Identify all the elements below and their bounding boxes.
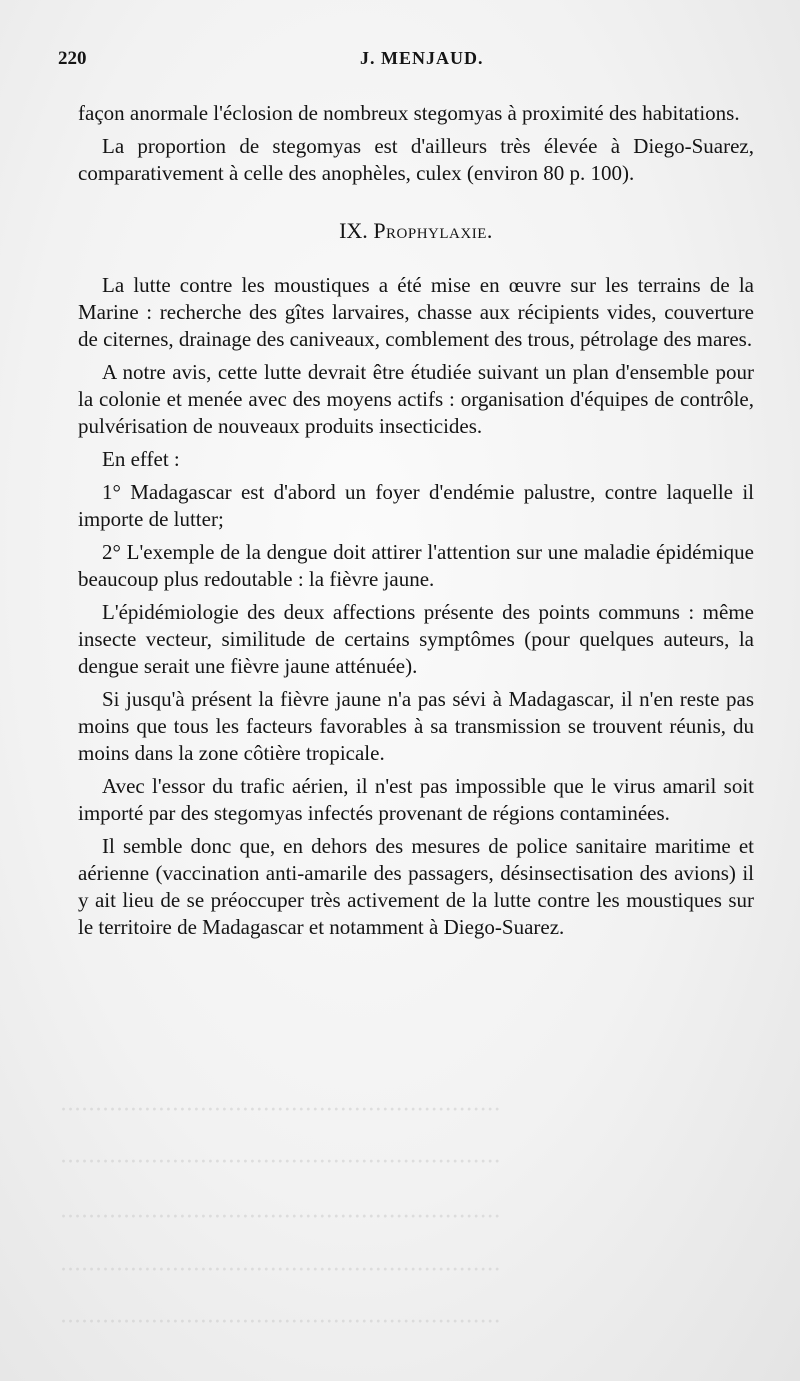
page-number: 220 bbox=[58, 48, 87, 69]
section-heading bbox=[78, 217, 754, 244]
body-text bbox=[78, 100, 754, 947]
paragraph: La proportion de stegomyas est d'ailleurs très élevée à Diego-Suarez, comparativement à celle des anophèles, culex (environ 80 p. 100). bbox=[78, 134, 754, 185]
bleed-through-decoration: ······························································· bbox=[60, 1150, 501, 1175]
paragraph: En effet : bbox=[102, 447, 180, 471]
paragraph: façon anormale l'éclosion de nombreux stegomyas à proximité des habitations. bbox=[78, 101, 740, 125]
bleed-through-decoration: ······························································· bbox=[60, 1098, 501, 1123]
section-title: Prophylaxie. bbox=[373, 218, 493, 243]
paragraph: L'épidémiologie des deux affections présente des points communs : même insecte vecteur, similitude de certains symptômes (pour quelques auteurs, la dengue serait une fièvre jaune atténuée). bbox=[78, 600, 754, 678]
paragraph: Si jusqu'à présent la fièvre jaune n'a pas sévi à Madagascar, il n'en reste pas moins que tous les facteurs favorables à sa transmission se trouvent réunis, du moins dans la zone côtière tropicale. bbox=[78, 687, 754, 765]
paragraph: A notre avis, cette lutte devrait être étudiée suivant un plan d'ensemble pour la colonie et menée avec des moyens actifs : organisation d'équipes de contrôle, pulvérisation de nouveaux produits insecticides. bbox=[78, 360, 754, 438]
paragraph: Il semble donc que, en dehors des mesures de police sanitaire maritime et aérienne (vaccination anti-amarile des passagers, désinsectisation des avions) il y ait lieu de se préoccuper très activement de la lutte contre les moustiques sur le territoire de Madagascar et notamment à Diego-Suarez. bbox=[78, 834, 754, 939]
list-item: 1° Madagascar est d'abord un foyer d'endémie palustre, contre laquelle il importe de lutter; bbox=[78, 480, 754, 531]
bleed-through-decoration: ······························································· bbox=[60, 1258, 501, 1283]
paragraph: Avec l'essor du trafic aérien, il n'est pas impossible que le virus amaril soit importé par des stegomyas infectés provenant de régions contaminées. bbox=[78, 774, 754, 825]
running-head: J. MENJAUD. bbox=[360, 48, 484, 68]
section-number: IX. bbox=[339, 218, 368, 243]
paragraph: La lutte contre les moustiques a été mise en œuvre sur les terrains de la Marine : recherche des gîtes larvaires, chasse aux récipients vides, couverture de citernes, drainage des caniveaux, comblement des trous, pétrolage des mares. bbox=[78, 273, 754, 351]
bleed-through-decoration: ······························································· bbox=[60, 1205, 501, 1230]
bleed-through-decoration: ······························································· bbox=[60, 1310, 501, 1335]
list-item: 2° L'exemple de la dengue doit attirer l'attention sur une maladie épidémique beaucoup plus redoutable : la fièvre jaune. bbox=[78, 540, 754, 591]
